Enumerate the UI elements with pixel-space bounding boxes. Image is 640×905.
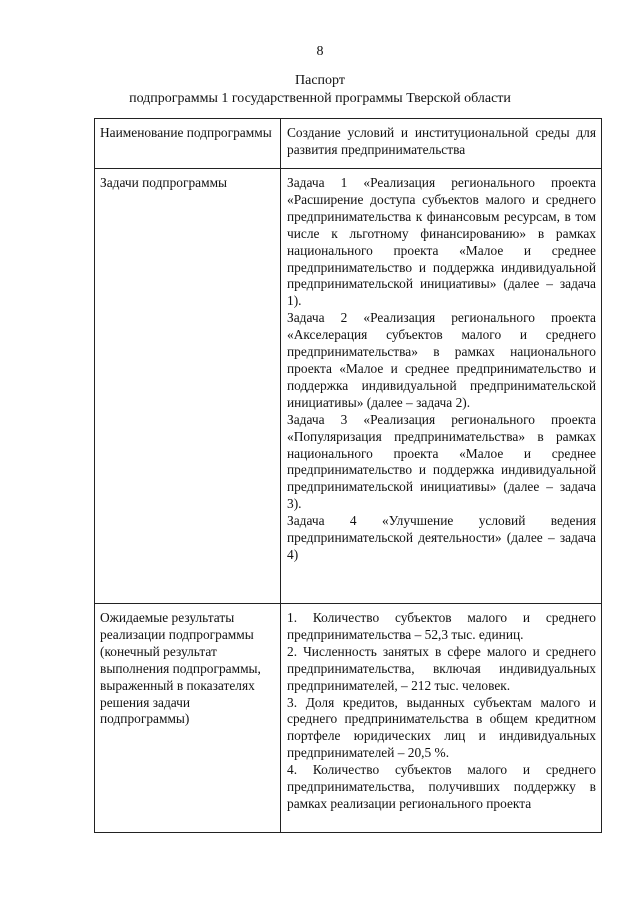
content-paragraph: Создание условий и институциональной среды для развития предпринимательства: [287, 125, 596, 157]
title-line-2: подпрограммы 1 государственной программы Тверской области: [129, 91, 511, 106]
table-row: [95, 604, 602, 833]
row-content: [281, 119, 602, 169]
row-label: Ожидаемые результаты реализации подпрограммы (конечный результат выполнения подпрограммы, выраженный в показателях решения задачи подпрограммы): [95, 604, 281, 833]
content-paragraph: 4. Количество субъектов малого и среднего предпринимательства, получивших поддержку в рамках реализации регионального проекта: [287, 762, 596, 811]
content-paragraph: 2. Численность занятых в сфере малого и среднего предпринимательства, включая индивидуальных предпринимателей, – 212 тыс. человек.: [287, 643, 596, 693]
table-row: [95, 119, 602, 169]
content-paragraph: Задача 1 «Реализация регионального проекта «Расширение доступа субъектов малого и среднего предпринимательства к финансовым ресурсам, в том числе к льготному финансированию» в рамках национального проекта «Малое и среднее предпринимательство и поддержка индивидуальной предпринимательской инициативы» (далее – задача 1).: [287, 175, 596, 309]
content-paragraph: Задача 2 «Реализация регионального проекта «Акселерация субъектов малого и среднего предпринимательства» в рамках национального проекта «Малое и среднее предпринимательство и поддержка индивидуальной предпринимательской инициативы» (далее – задача 2).: [287, 310, 596, 410]
content-paragraph: Задача 4 «Улучшение условий ведения предпринимательской деятельности» (далее – задача 4): [287, 513, 596, 562]
row-label: Задачи подпрограммы: [95, 169, 281, 604]
content-paragraph: 1. Количество субъектов малого и среднего предпринимательства – 52,3 тыс. единиц.: [287, 610, 596, 642]
page-number: 8: [316, 44, 324, 59]
document-title: [0, 72, 640, 108]
table-row: [95, 169, 602, 604]
title-line-1: Паспорт: [295, 73, 345, 88]
row-content: [281, 169, 602, 604]
row-content: [281, 604, 602, 833]
row-label: Наименование подпрограммы: [95, 119, 281, 169]
content-paragraph: Задача 3 «Реализация регионального проекта «Популяризация предпринимательства» в рамках национального проекта «Малое и среднее предпринимательство и поддержка индивидуальной предпринимательской инициативы» (далее – задача 3).: [287, 411, 596, 512]
passport-table: [94, 118, 602, 833]
content-paragraph: 3. Доля кредитов, выданных субъектам малого и среднего предпринимательства в общем кредитном портфеле юридических лиц и индивидуальных предпринимателей – 20,5 %.: [287, 694, 596, 761]
